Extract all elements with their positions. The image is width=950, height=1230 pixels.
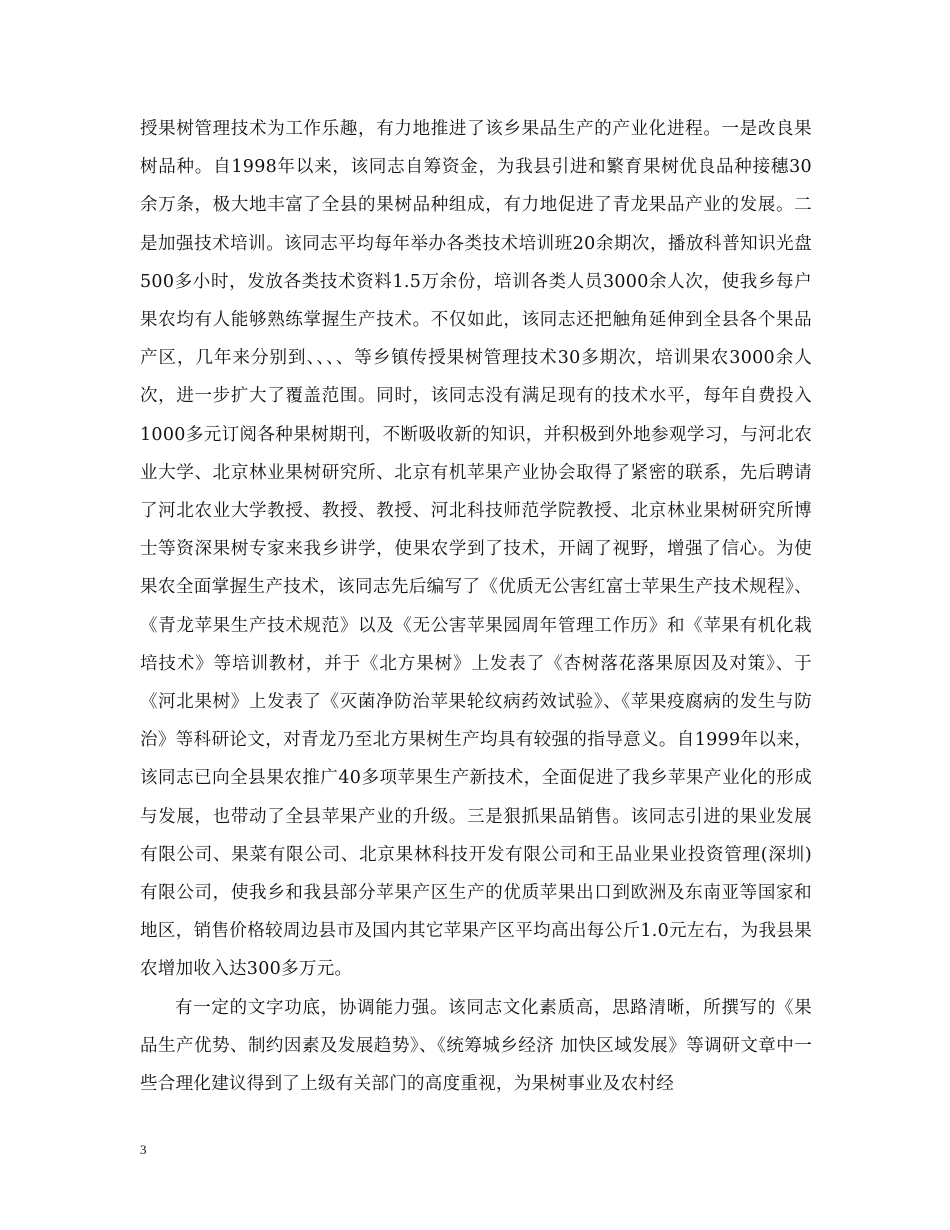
paragraph-2: 有一定的文字功底，协调能力强。该同志文化素质高，思路清晰，所撰写的《果品生产优势、制约因素及发展趋势》、《统筹城乡经济 加快区域发展》等调研文章中一些合理化建议得到了上级有关部门的高度重视，为果树事业及农村经 — [140, 997, 812, 1095]
page-number: 3 — [140, 1142, 147, 1157]
paragraph-1: 授果树管理技术为工作乐趣，有力地推进了该乡果品生产的产业化进程。一是改良果树品种。自1998年以来，该同志自筹资金，为我县引进和繁育果树优良品种接穗30余万条，极大地丰富了全县的果树品种组成，有力地促进了青龙果品产业的发展。二是加强技术培训。该同志平均每年举办各类技术培训班20余期次，播放科普知识光盘500多小时，发放各类技术资料1.5万余份，培训各类人员3000余人次，使我乡每户果农均有人能够熟练掌握生产技术。不仅如此，该同志还把触角延伸到全县各个果品产区，几年来分别到、、、、等乡镇传授果树管理技术30多期次，培训果农3000余人次，进一步扩大了覆盖范围。同时，该同志没有满足现有的技术水平，每年自费投入1000多元订阅各种果树期刊，不断吸收新的知识，并积极到外地参观学习，与河北农业大学、北京林业果树研究所、北京有机苹果产业协会取得了紧密的联系，先后聘请了河北农业大学教授、教授、教授、河北科技师范学院教授、北京林业果树研究所博士等资深果树专家来我乡讲学，使果农学到了技术，开阔了视野，增强了信心。为使果农全面掌握生产技术，该同志先后编写了《优质无公害红富士苹果生产技术规程》、《青龙苹果生产技术规范》以及《无公害苹果园周年管理工作历》和《苹果有机化栽培技术》等培训教材，并于《北方果树》上发表了《杏树落花落果原因及对策》、于《河北果树》上发表了《灭菌净防治苹果轮纹病药效试验》、《苹果疫腐病的发生与防治》等科研论文，对青龙乃至北方果树生产均具有较强的指导意义。自1999年以来，该同志已向全县果农推广40多项苹果生产新技术，全面促进了我乡苹果产业化的形成与发展，也带动了全县苹果产业的升级。三是狠抓果品销售。该同志引进的果业发展有限公司、果菜有限公司、北京果林科技开发有限公司和王品业果业投资管理(深圳)有限公司，使我乡和我县部分苹果产区生产的优质苹果出口到欧洲及东南亚等国家和地区，销售价格较周边县市及国内其它苹果产区平均高出每公斤1.0元左右，为我县果农增加收入达300多万元。 — [140, 119, 812, 980]
body-text — [140, 110, 812, 1103]
